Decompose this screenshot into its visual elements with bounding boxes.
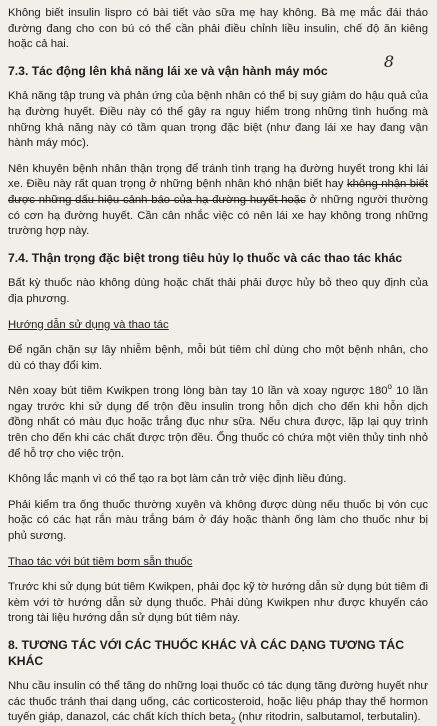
section-7-3-paragraph-1: Khả năng tập trung và phản ứng của bệnh nhân có thể bị suy giảm do hậu quả của hạ đường huyết. Điều này có thể gây ra nguy hiểm trong những tình huống mà những khả năng này có tầm quan trọng đặc biệt (như đang lái xe hay đang vận hành máy móc).: [8, 90, 428, 150]
prefilled-pen-subheading: Thao tác với bút tiêm bơm sẵn thuốc: [8, 555, 193, 568]
degree-mark: o: [387, 382, 392, 392]
paragraph-text: 10 lần ngay trước khi sử dụng để trộn đều insulin trong hỗn dịch cho đến khi hỗn dịch đồng nhất có màu đục hoặc trắng đục như sữa. Nếu chưa được, lặp lại quy trình trên cho đến khi các chất được trộn đều. Ống thuốc có chứa một viên thủy tinh nhỏ để hỗ trợ cho việc trộn.: [8, 385, 428, 460]
section-7-4-paragraph-6: Trước khi sử dụng bút tiêm Kwikpen, phải đọc kỹ tờ hướng dẫn sử dụng bút tiêm đi kèm với tờ hướng dẫn sử dụng thuốc. Phải dùng Kwikpen như được khuyến cáo trong tài liệu hướng dẫn sử dụng bút tiêm này.: [8, 581, 428, 625]
section-7-4-paragraph-5: Phải kiểm tra ống thuốc thường xuyên và không được dùng nếu thuốc bị vón cục hoặc có các hạt rắn màu trắng bám ở đáy hoặc thành ống làm cho thuốc như bị phủ sương.: [8, 498, 428, 543]
paragraph-text: Nên khuyên bệnh nhân thận trọng để tránh tình trạng hạ đường huyết trong khi lái xe. Điều này rất quan trọng ở những bệnh nhân khó nhận biết hay: [8, 162, 428, 191]
section-8-paragraph-1: [8, 679, 428, 726]
section-7-3-heading: 7.3. Tác động lên khả năng lái xe và vận hành máy móc: [8, 63, 328, 78]
section-7-4-paragraph-2: Để ngăn chặn sự lây nhiễm bệnh, mỗi bút tiêm chỉ dùng cho một bệnh nhân, cho dù có thay đổi kim.: [8, 344, 428, 372]
paragraph-text: Nên xoay bút tiêm Kwikpen trong lòng bàn tay 10 lần và xoay ngược 180: [8, 385, 388, 398]
section-7-4-paragraph-1: Bất kỳ thuốc nào không dùng hoặc chất thải phải được hủy bỏ theo quy định của địa phương.: [8, 277, 428, 305]
section-8-heading: 8. TƯƠNG TÁC VỚI CÁC THUỐC KHÁC VÀ CÁC DẠNG TƯƠNG TÁC KHÁC: [8, 638, 405, 668]
struck-text: không nhận biết được những dấu hiệu cảnh báo của hạ đường huyết hoặc: [8, 178, 428, 206]
usage-subheading: Hướng dẫn sử dụng và thao tác: [8, 318, 169, 331]
paragraph-text: (như ritodrin, salbutamol, terbutalin).: [235, 711, 421, 724]
subscript: 2: [230, 716, 236, 726]
paragraph-text: ở những người thường có cơn hạ đường huyết. Cần cân nhắc việc có nên lái xe hay không trong những trường hợp này.: [8, 193, 428, 238]
document-page: [8, 6, 428, 726]
breastfeeding-paragraph: Không biết insulin lispro có bài tiết vào sữa mẹ hay không. Bà mẹ mắc đái tháo đường đang cho con bú có thể cần phải điều chỉnh liều insulin, chế độ ăn kiêng hoặc cả hai.: [8, 7, 428, 51]
paragraph-text: Nhu cầu insulin có thể tăng do những loại thuốc có tác dụng tăng đường huyết như các thuốc tránh thai dạng uống, các corticosteroid, hoặc liệu pháp thay thế hormon tuyến giáp, danazol, các chất kích thích beta: [8, 680, 428, 724]
section-7-3-paragraph-2: [8, 162, 428, 240]
section-7-4-heading: 7.4. Thận trọng đặc biệt trong tiêu hủy lọ thuốc và các thao tác khác: [8, 250, 403, 265]
section-7-4-paragraph-3: [8, 384, 428, 462]
handwritten-page-mark: 8: [383, 52, 394, 71]
section-7-4-paragraph-4: Không lắc mạnh vì có thể tạo ra bọt làm cản trở việc định liều đúng.: [8, 473, 347, 486]
